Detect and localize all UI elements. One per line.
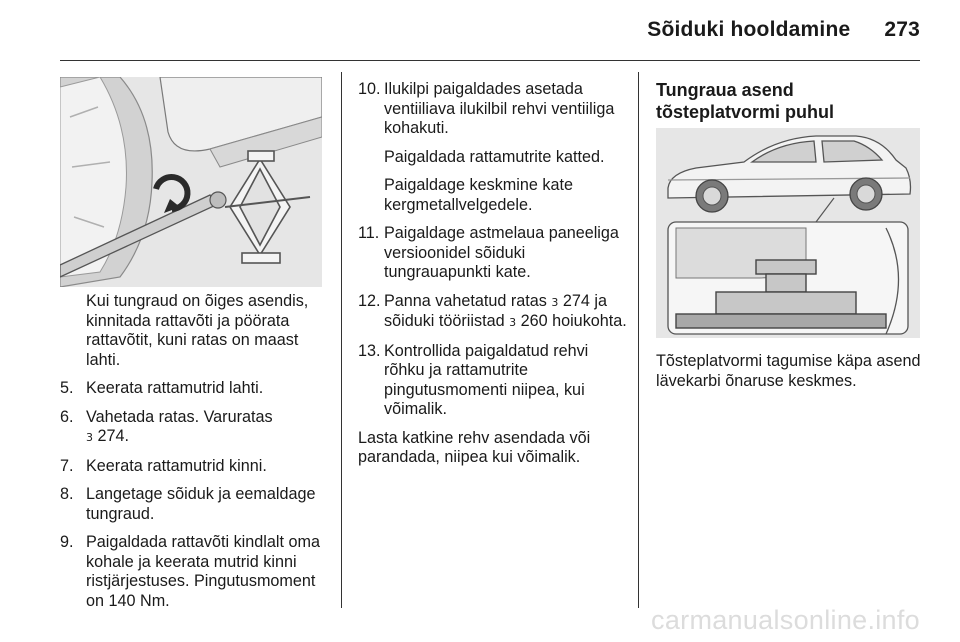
page-number: 273 xyxy=(884,18,920,41)
intro-paragraph: Kui tungraud on õiges asendis, kinnitada rattavõti ja pöörata rattavõtit, kuni ratas on maast lahti. xyxy=(86,292,309,369)
column-1 xyxy=(60,292,330,620)
lift-illustration xyxy=(656,128,920,338)
step-number: 13. xyxy=(358,341,381,360)
header-rule xyxy=(60,60,920,61)
step-number: 12. xyxy=(358,291,381,310)
step-number: 7. xyxy=(60,456,74,475)
step-6 xyxy=(60,408,330,448)
step-number: 9. xyxy=(60,533,74,551)
step-10-note-b: Paigaldage keskmine kate kergmetallvelgedele. xyxy=(384,176,573,214)
column-2 xyxy=(358,80,628,477)
page-ref-icon: 3 xyxy=(551,295,559,309)
step-10 xyxy=(358,80,628,139)
section-title: Sõiduki hooldamine xyxy=(647,18,851,41)
step-8 xyxy=(60,485,330,524)
step-text: Ilukilpi paigaldades asetada ventiiliava ilukilbil rehvi ventiiliga kohakuti. xyxy=(384,80,615,137)
step-10-note-a: Paigaldada rattamutrite katted. xyxy=(384,147,605,166)
step-text: Paigaldada rattavõti kindlalt oma kohale ja keerata mutrid kinni ristjärjestuses. Pingutusmoment on 140 Nm. xyxy=(86,533,320,610)
lift-drawing xyxy=(656,128,920,338)
step-number: 10. xyxy=(358,80,381,98)
step-text: Keerata rattamutrid lahti. xyxy=(86,379,264,397)
figure-caption: Tõsteplatvormi tagumise käpa asend lävekarbi õnaruse keskmes. xyxy=(656,352,921,390)
step-text: Langetage sõiduk ja eemaldage tungraud. xyxy=(86,485,316,523)
step-number: 5. xyxy=(60,379,74,397)
column-3 xyxy=(656,79,920,123)
section-heading: Tungraua asend tõsteplatvormi puhul xyxy=(656,80,835,122)
jack-illustration xyxy=(60,77,322,287)
column-divider-2 xyxy=(638,72,639,608)
step-number: 8. xyxy=(60,485,74,503)
page-ref-link[interactable]: 274. xyxy=(97,427,130,445)
closing-paragraph: Lasta katkine rehv asendada või parandada, niipea kui võimalik. xyxy=(358,428,591,466)
step-text: Panna vahetatud ratas xyxy=(384,291,547,310)
step-11 xyxy=(358,224,628,283)
step-5 xyxy=(60,379,330,399)
caption-block xyxy=(656,352,926,400)
step-number: 6. xyxy=(60,407,74,426)
column-divider-1 xyxy=(341,72,342,608)
step-12 xyxy=(358,292,628,333)
step-number: 11. xyxy=(358,224,380,242)
step-text: Kontrollida paigaldatud rehvi rõhku ja rattamutrite pingutusmomenti niipea, kui võimalik. xyxy=(384,341,589,418)
page-ref-link[interactable]: 260 hoiukohta. xyxy=(520,312,627,330)
step-text: Vahetada ratas. Varuratas xyxy=(86,407,273,426)
page-ref-icon: 3 xyxy=(509,316,517,329)
jack-drawing xyxy=(60,77,322,287)
watermark: carmanualsonline.info xyxy=(651,605,920,635)
step-9 xyxy=(60,533,330,611)
page-ref-icon: 3 xyxy=(86,431,93,444)
step-text: Paigaldage astmelaua paneeliga versioonidel sõiduki tungrauapunkti kate. xyxy=(384,224,619,281)
page-ref-link[interactable]: 274 ja sõiduki tööriistad xyxy=(384,291,608,330)
step-7 xyxy=(60,457,330,477)
step-13 xyxy=(358,342,628,420)
page-header xyxy=(647,18,920,42)
step-text: Keerata rattamutrid kinni. xyxy=(86,456,267,475)
